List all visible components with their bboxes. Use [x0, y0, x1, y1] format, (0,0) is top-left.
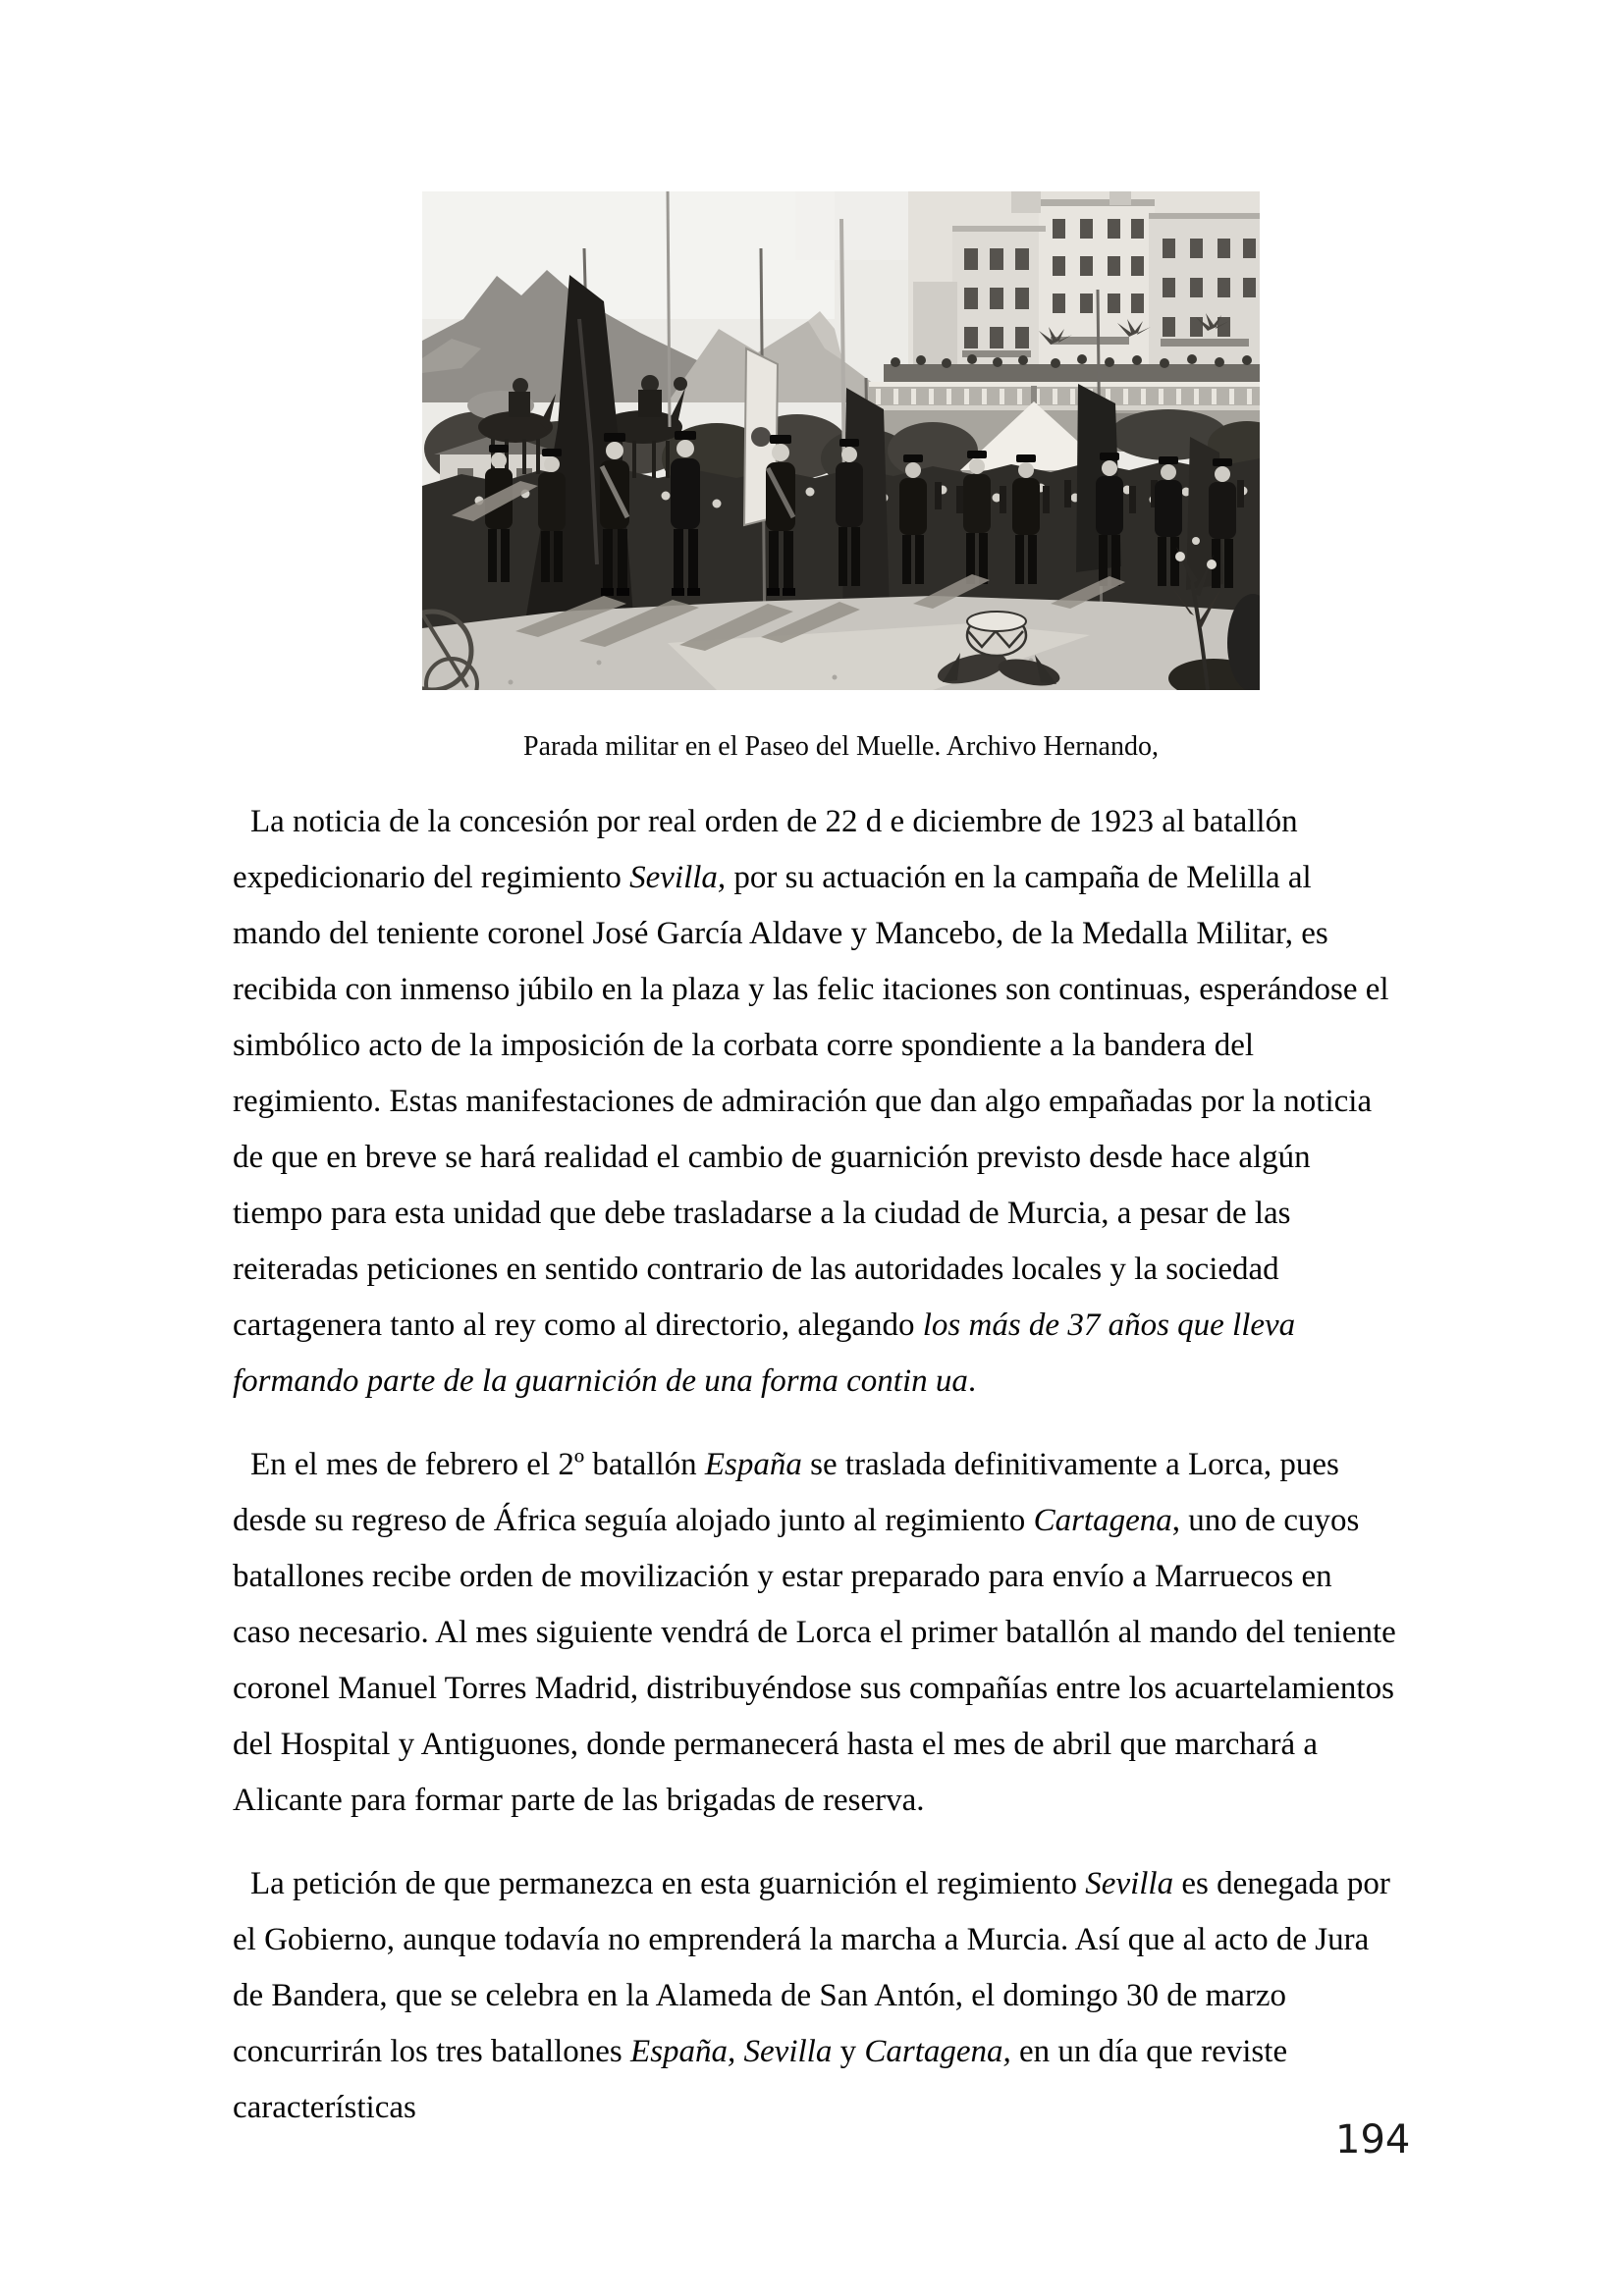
text-run: En el mes de febrero el 2º batallón	[250, 1447, 705, 1482]
body-text	[233, 794, 1396, 2163]
italic-run: Sevilla	[1085, 1866, 1174, 1901]
text-run: , uno de cuyos batallones recibe orden de movilización y estar preparado para envío a Marruecos en caso necesario. Al mes siguiente vendrá de Lorca el primer batallón al mando del teniente coronel Manuel Torres Madrid, distribuyéndose sus compañías entre los acuartelamientos del Hospital y Antiguones, donde permanecerá hasta el mes de abril que marchará a Alicante para formar parte de las brigadas de reserva.	[233, 1503, 1396, 1818]
photo-caption: Parada militar en el Paseo del Muelle. Archivo Hernando,	[523, 731, 1159, 762]
text-run: es denegada por el Gobierno, aunque todavía no emprenderá la marcha a Murcia. Así que al acto de Jura de Bandera, que se celebra en la Alameda de San Antón, el domingo 30 de marzo concurrirán los tres batallones	[233, 1866, 1390, 2069]
page-number: 194	[1335, 2117, 1411, 2163]
body-paragraph	[233, 1856, 1396, 2136]
italic-run: Sevilla,	[629, 860, 727, 895]
italic-run: Cartagena	[1033, 1503, 1172, 1538]
text-run: .	[967, 1363, 977, 1399]
italic-run: Cartagena,	[864, 2034, 1011, 2069]
photo-canvas	[422, 191, 1260, 690]
italic-run: España, Sevilla	[630, 2034, 833, 2069]
italic-run: los más de 37 años que lleva formando parte de la guarnición de una forma contin ua	[233, 1308, 1296, 1399]
military-parade-photo	[422, 191, 1260, 690]
body-paragraph	[233, 1437, 1396, 1829]
body-paragraph	[233, 794, 1396, 1410]
text-run: La petición de que permanezca en esta guarnición el regimiento	[250, 1866, 1086, 1901]
text-run: por su actuación en la campaña de Melilla al mando del teniente coronel José García Aldave y Mancebo, de la Medalla Militar, es recibida con inmenso júbilo en la plaza y las felic itaciones son continuas, esperándose el simbólico acto de la imposición de la corbata corre spondiente a la bandera del regimiento. Estas manifestaciones de admiración que dan algo empañadas por la noticia de que en breve se hará realidad el cambio de guarnición previsto desde hace algún tiempo para esta unidad que debe trasladarse a la ciudad de Murcia, a pesar de las reiteradas peticiones en sentido contrario de las autoridades locales y la sociedad cartagenera tanto al rey como al directorio, alegando	[233, 860, 1389, 1343]
text-run: y	[832, 2034, 865, 2069]
text-run: La noticia de la concesión por real orden de 22 d e diciembre de 1923 al batallón expedicionario del regimiento	[233, 804, 1298, 895]
italic-run: España	[704, 1447, 802, 1482]
text-run: se traslada definitivamente a Lorca, pues desde su regreso de África seguía alojado junto al regimiento	[233, 1447, 1339, 1538]
text-run: en un día que reviste características	[233, 2034, 1288, 2125]
